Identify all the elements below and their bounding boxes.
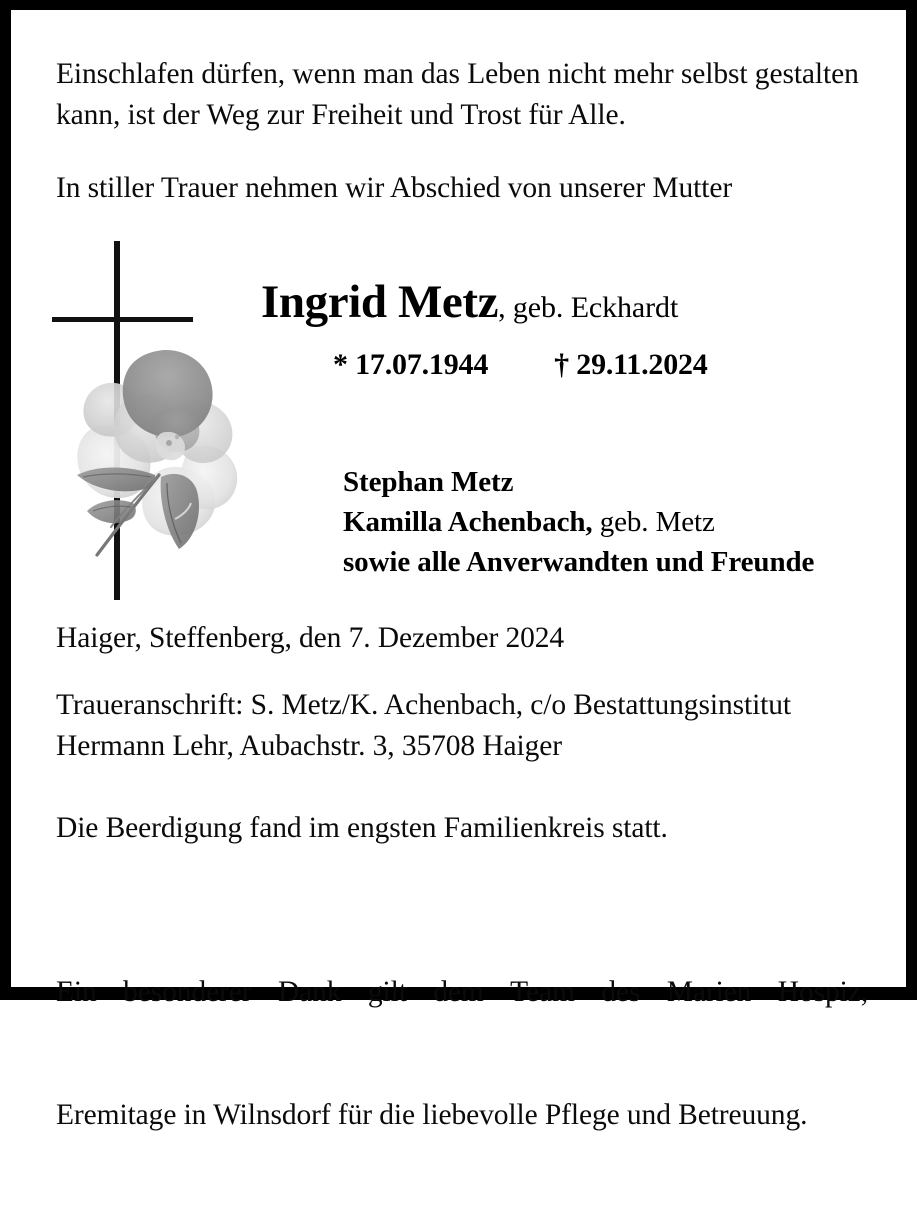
death-symbol: † — [554, 348, 569, 381]
memorial-verse: Einschlafen dürfen, wenn man das Leben nicht mehr selbst gestalten kann, ist der Weg zur Freiheit und Trost für Alle. — [56, 58, 867, 131]
thanks-note-word: besonderer — [123, 976, 252, 1008]
burial-note: Die Beerdigung fand im engsten Familienkreis statt. — [56, 812, 668, 844]
survivor-name: Kamilla Achenbach, — [343, 506, 593, 538]
place-and-date: Haiger, Steffenberg, den 7. Dezember 2024 — [56, 622, 565, 654]
cross-icon-horizontal-beam — [52, 317, 193, 322]
thanks-note — [56, 890, 868, 1218]
deceased-maiden-name: , geb. Eckhardt — [498, 291, 679, 324]
survivors-list — [343, 462, 873, 582]
thanks-note-word: Hospiz, — [777, 976, 868, 1008]
thanks-note-word: Team — [510, 976, 575, 1008]
thanks-note-word: Ein — [56, 976, 97, 1008]
thanks-note-word: des — [601, 976, 641, 1008]
notice-sheet — [11, 10, 906, 1131]
deceased-given-name: Ingrid Metz — [261, 276, 499, 328]
survivor-line — [343, 542, 873, 582]
life-dates — [261, 348, 861, 382]
birth-symbol: * — [333, 348, 348, 381]
thanks-note-line-1 — [56, 972, 868, 1013]
thanks-note-word: dem — [433, 976, 484, 1008]
survivor-name: sowie alle Anverwandten und Freunde — [343, 546, 815, 578]
survivor-line — [343, 502, 873, 542]
survivor-suffix: geb. Metz — [592, 506, 715, 538]
thanks-note-line-2: Eremitage in Wilnsdorf für die liebevolle Pflege und Betreuung. — [56, 1099, 808, 1131]
death-date: 29.11.2024 — [576, 348, 708, 381]
rose-illustration — [63, 343, 263, 590]
survivor-line — [343, 462, 873, 502]
thanks-note-word: Marien — [666, 976, 752, 1008]
birth-date: 17.07.1944 — [355, 348, 489, 381]
thanks-note-word: Dank — [277, 976, 342, 1008]
thanks-note-word: gilt — [367, 976, 407, 1008]
mourning-address: Traueranschrift: S. Metz/K. Achenbach, c/o Bestattungsinstitut Hermann Lehr, Aubachstr. 3, 35708 Haiger — [56, 689, 799, 762]
survivor-name: Stephan Metz — [343, 466, 514, 498]
intro-text: In stiller Trauer nehmen wir Abschied von unserer Mutter — [56, 172, 733, 204]
deceased-name-block — [261, 275, 861, 382]
deceased-full-name — [261, 275, 861, 329]
